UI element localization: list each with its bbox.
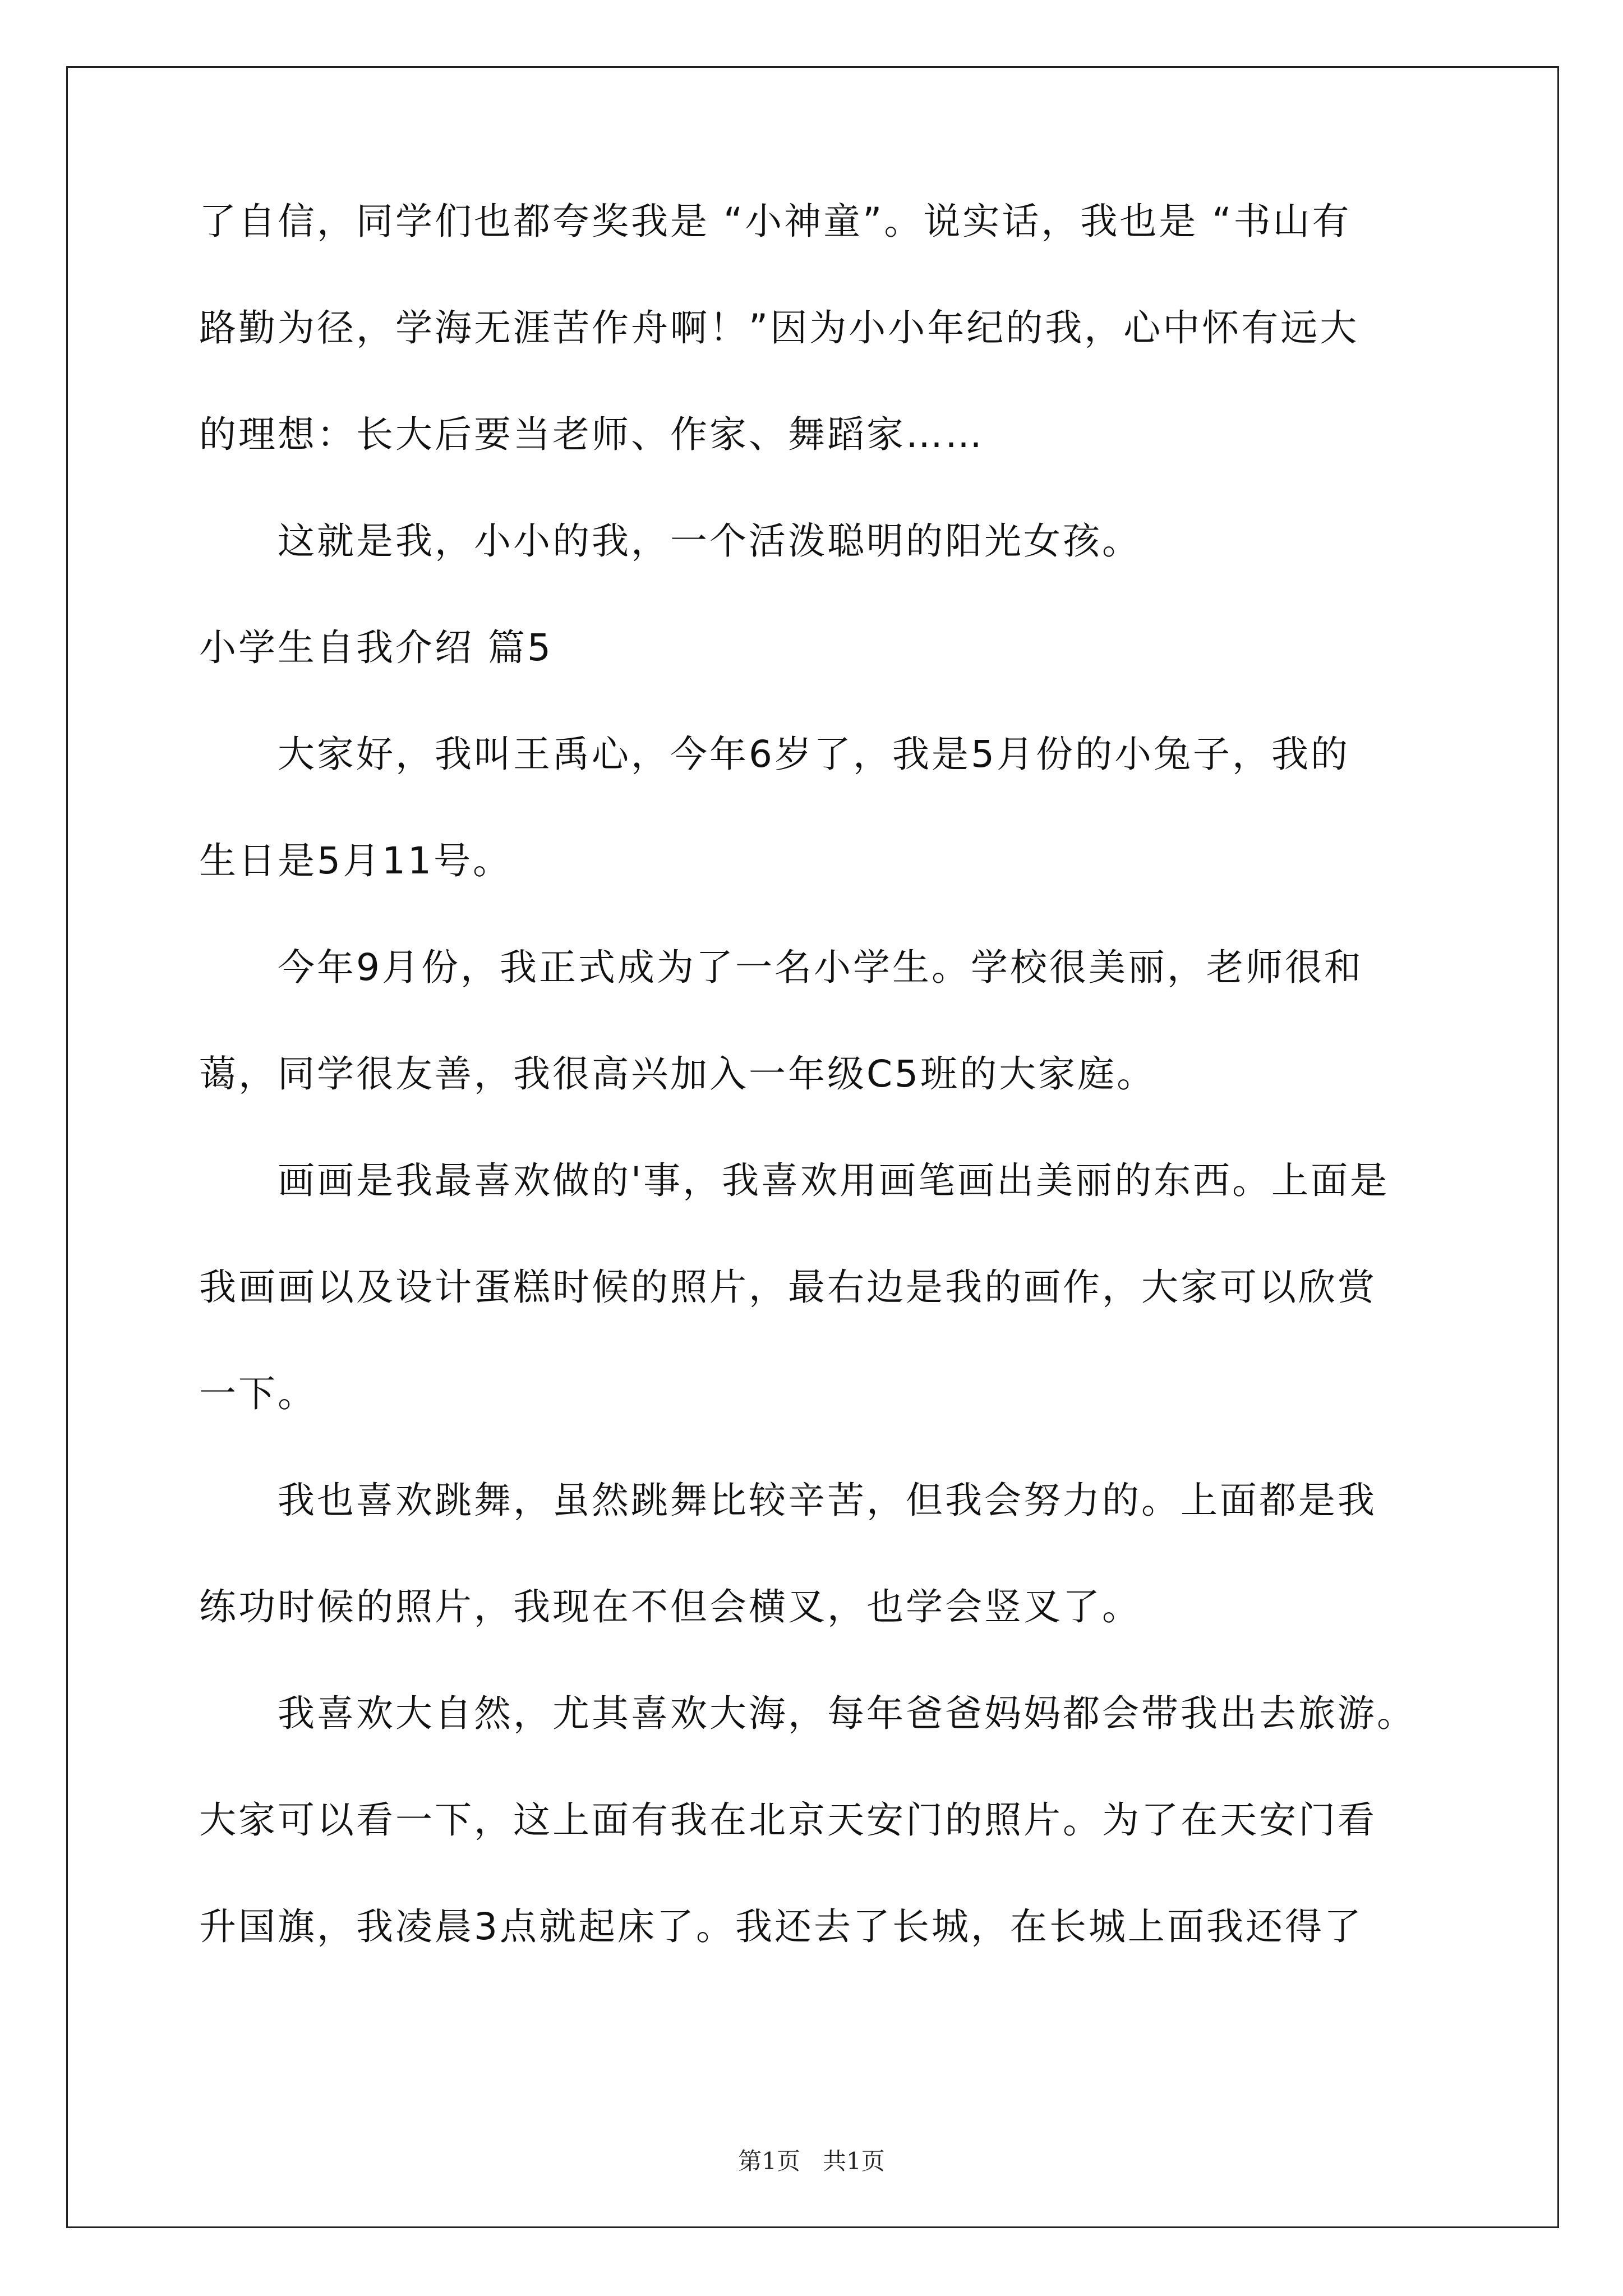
text-line: 大家可以看一下，这上面有我在北京天安门的照片。为了在天安门看	[199, 1798, 1377, 1842]
text-line: 路勤为径，学海无涯苦作舟啊！”因为小小年纪的我，心中怀有远大	[199, 306, 1359, 349]
text-line: 生日是5月11号。	[199, 839, 512, 882]
text-line: 练功时候的照片，我现在不但会横叉，也学会竖叉了。	[199, 1585, 1141, 1628]
text-line: 升国旗，我凌晨3点就起床了。我还去了长城，在长城上面我还得了	[199, 1905, 1363, 1948]
text-line: 了自信，同学们也都夸奖我是 “小神童”。说实话，我也是 “书山有	[199, 200, 1352, 243]
page-number-footer: 第1页 共1页	[738, 2147, 885, 2175]
text-line: 我也喜欢跳舞，虽然跳舞比较辛苦，但我会努力的。上面都是我	[199, 1479, 1377, 1522]
text-line: 画画是我最喜欢做的'事，我喜欢用画笔画出美丽的东西。上面是	[199, 1159, 1390, 1202]
text-line: 大家好，我叫王禹心，今年6岁了，我是5月份的小兔子，我的	[199, 733, 1350, 776]
text-line: 蔼，同学很友善，我很高兴加入一年级C5班的大家庭。	[199, 1052, 1156, 1096]
page-border	[66, 66, 1559, 2228]
text-line: 今年9月份，我正式成为了一名小学生。学校很美丽，老师很和	[199, 946, 1363, 989]
text-line: 我画画以及设计蛋糕时候的照片，最右边是我的画作，大家可以欣赏	[199, 1266, 1377, 1309]
text-line: 的理想：长大后要当老师、作家、舞蹈家……	[199, 413, 984, 456]
text-line: 这就是我，小小的我，一个活泼聪明的阳光女孩。	[199, 519, 1141, 563]
text-line: 一下。	[199, 1372, 317, 1415]
section-heading: 小学生自我介绍 篇5	[199, 626, 553, 669]
text-line: 我喜欢大自然，尤其喜欢大海，每年爸爸妈妈都会带我出去旅游。	[199, 1692, 1416, 1735]
